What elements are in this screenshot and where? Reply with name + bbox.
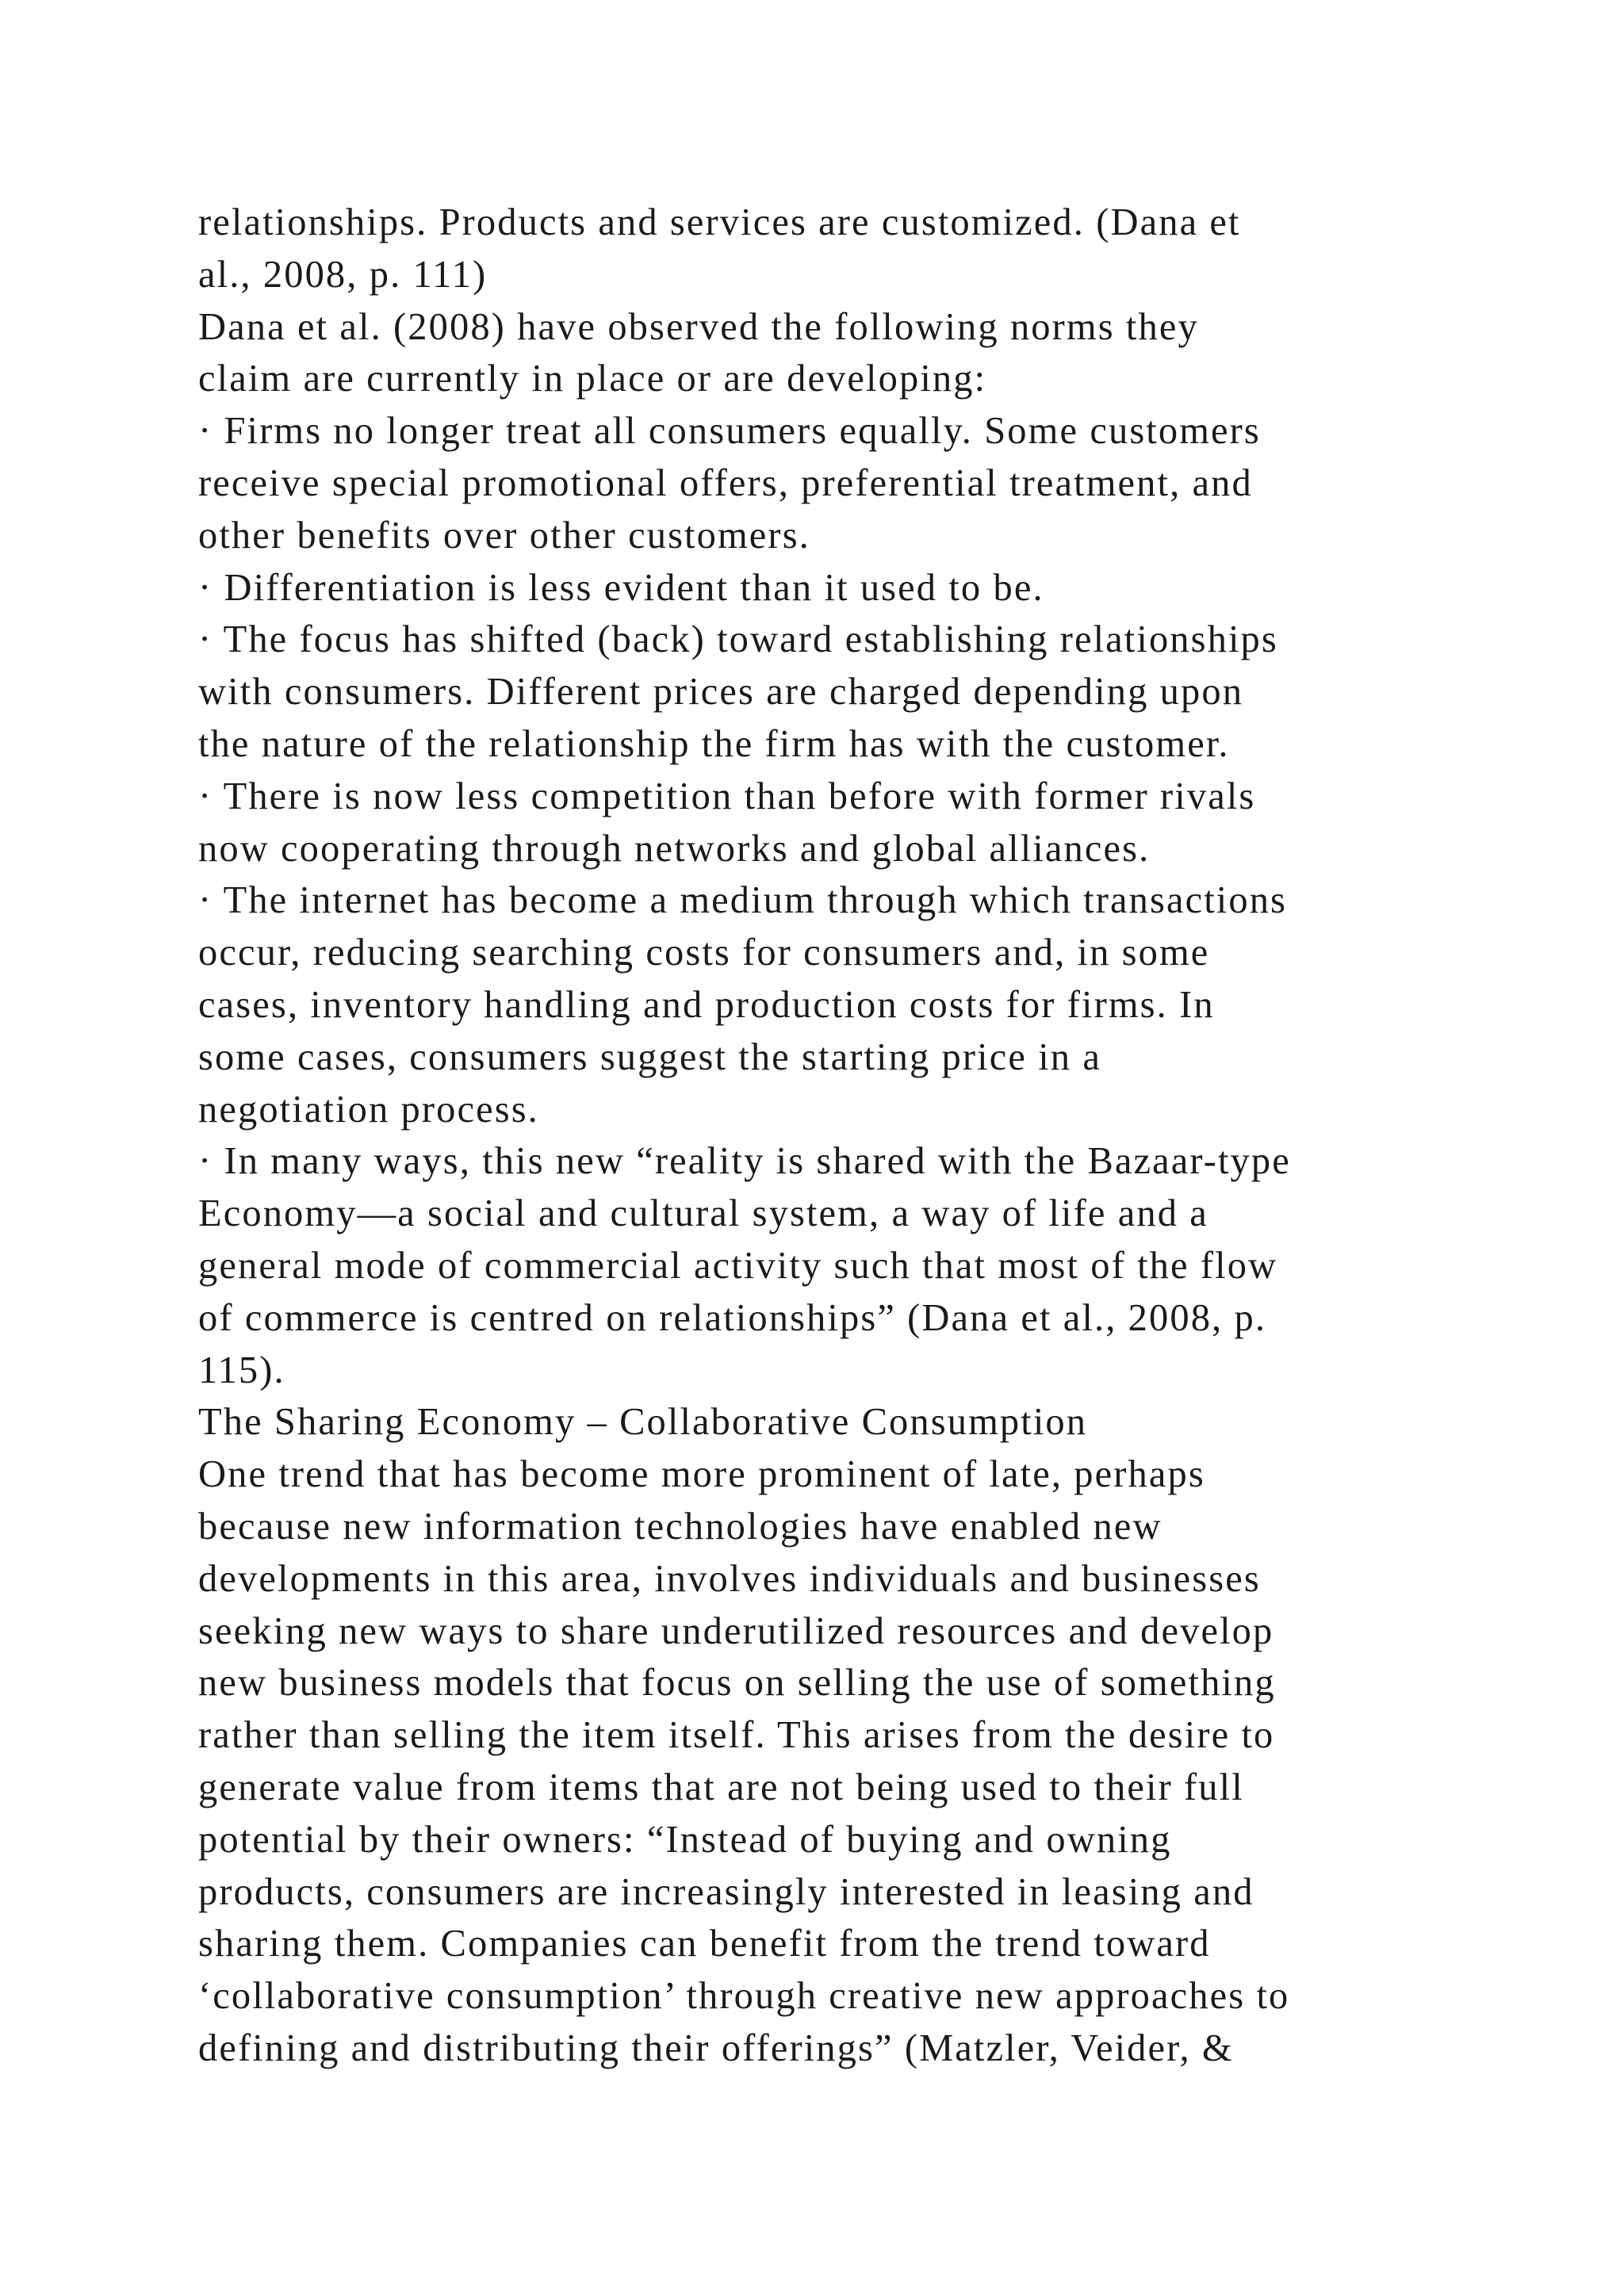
text-line: new business models that focus on selling the use of something (198, 1662, 1276, 1705)
text-line: rather than selling the item itself. This arises from the desire to (198, 1714, 1275, 1757)
text-line: generate value from items that are not being used to their full (198, 1766, 1244, 1808)
text-line: Dana et al. (2008) have observed the following norms they (198, 305, 1199, 348)
text-line: some cases, consumers suggest the starting price in a (198, 1035, 1101, 1078)
text-line: other benefits over other customers. (198, 514, 810, 557)
text-line: seeking new ways to share underutilized resources and develop (198, 1609, 1274, 1652)
text-line: with consumers. Different prices are charged depending upon (198, 671, 1244, 714)
text-line: relationships. Products and services are customized. (Dana et (198, 201, 1241, 243)
section-heading: The Sharing Economy – Collaborative Consumption (198, 1401, 1088, 1444)
bullet-line: · The internet has become a medium through which transactions (198, 879, 1288, 922)
bullet-line: · There is now less competition than before with former rivals (198, 775, 1256, 817)
bullet-line: · In many ways, this new “reality is shared with the Bazaar-type (198, 1140, 1291, 1183)
text-line: negotiation process. (198, 1088, 539, 1131)
bullet-line: · Differentiation is less evident than it used to be. (198, 566, 1044, 609)
body-text (198, 197, 1546, 2075)
text-line: Economy—a social and cultural system, a way of life and a (198, 1192, 1208, 1235)
text-line: 115). (198, 1349, 285, 1391)
text-line: because new information technologies have enabled new (198, 1505, 1162, 1548)
text-line: occur, reducing searching costs for consumers and, in some (198, 932, 1210, 974)
text-line: receive special promotional offers, preferential treatment, and (198, 461, 1253, 504)
text-line: potential by their owners: “Instead of buying and owning (198, 1818, 1172, 1861)
text-line: claim are currently in place or are developing: (198, 358, 987, 400)
text-line: developments in this area, involves individuals and businesses (198, 1557, 1261, 1600)
text-line: sharing them. Companies can benefit from the trend toward (198, 1923, 1211, 1965)
text-line: the nature of the relationship the firm has with the customer. (198, 722, 1230, 765)
text-line: cases, inventory handling and production costs for firms. In (198, 983, 1215, 1026)
text-line: One trend that has become more prominent of late, perhaps (198, 1453, 1205, 1496)
text-line: of commerce is centred on relationships” (Dana et al., 2008, p. (198, 1296, 1267, 1339)
text-line: general mode of commercial activity such that most of the flow (198, 1244, 1278, 1287)
bullet-line: · The focus has shifted (back) toward establishing relationships (198, 618, 1278, 661)
text-line: products, consumers are increasingly interested in leasing and (198, 1870, 1254, 1913)
text-line: defining and distributing their offerings” (Matzler, Veider, & (198, 2026, 1234, 2069)
bullet-line: · Firms no longer treat all consumers equally. Some customers (198, 410, 1261, 453)
text-line: ‘collaborative consumption’ through creative new approaches to (198, 1975, 1290, 2018)
text-line: al., 2008, p. 111) (198, 253, 488, 296)
text-line: now cooperating through networks and global alliances. (198, 827, 1151, 870)
